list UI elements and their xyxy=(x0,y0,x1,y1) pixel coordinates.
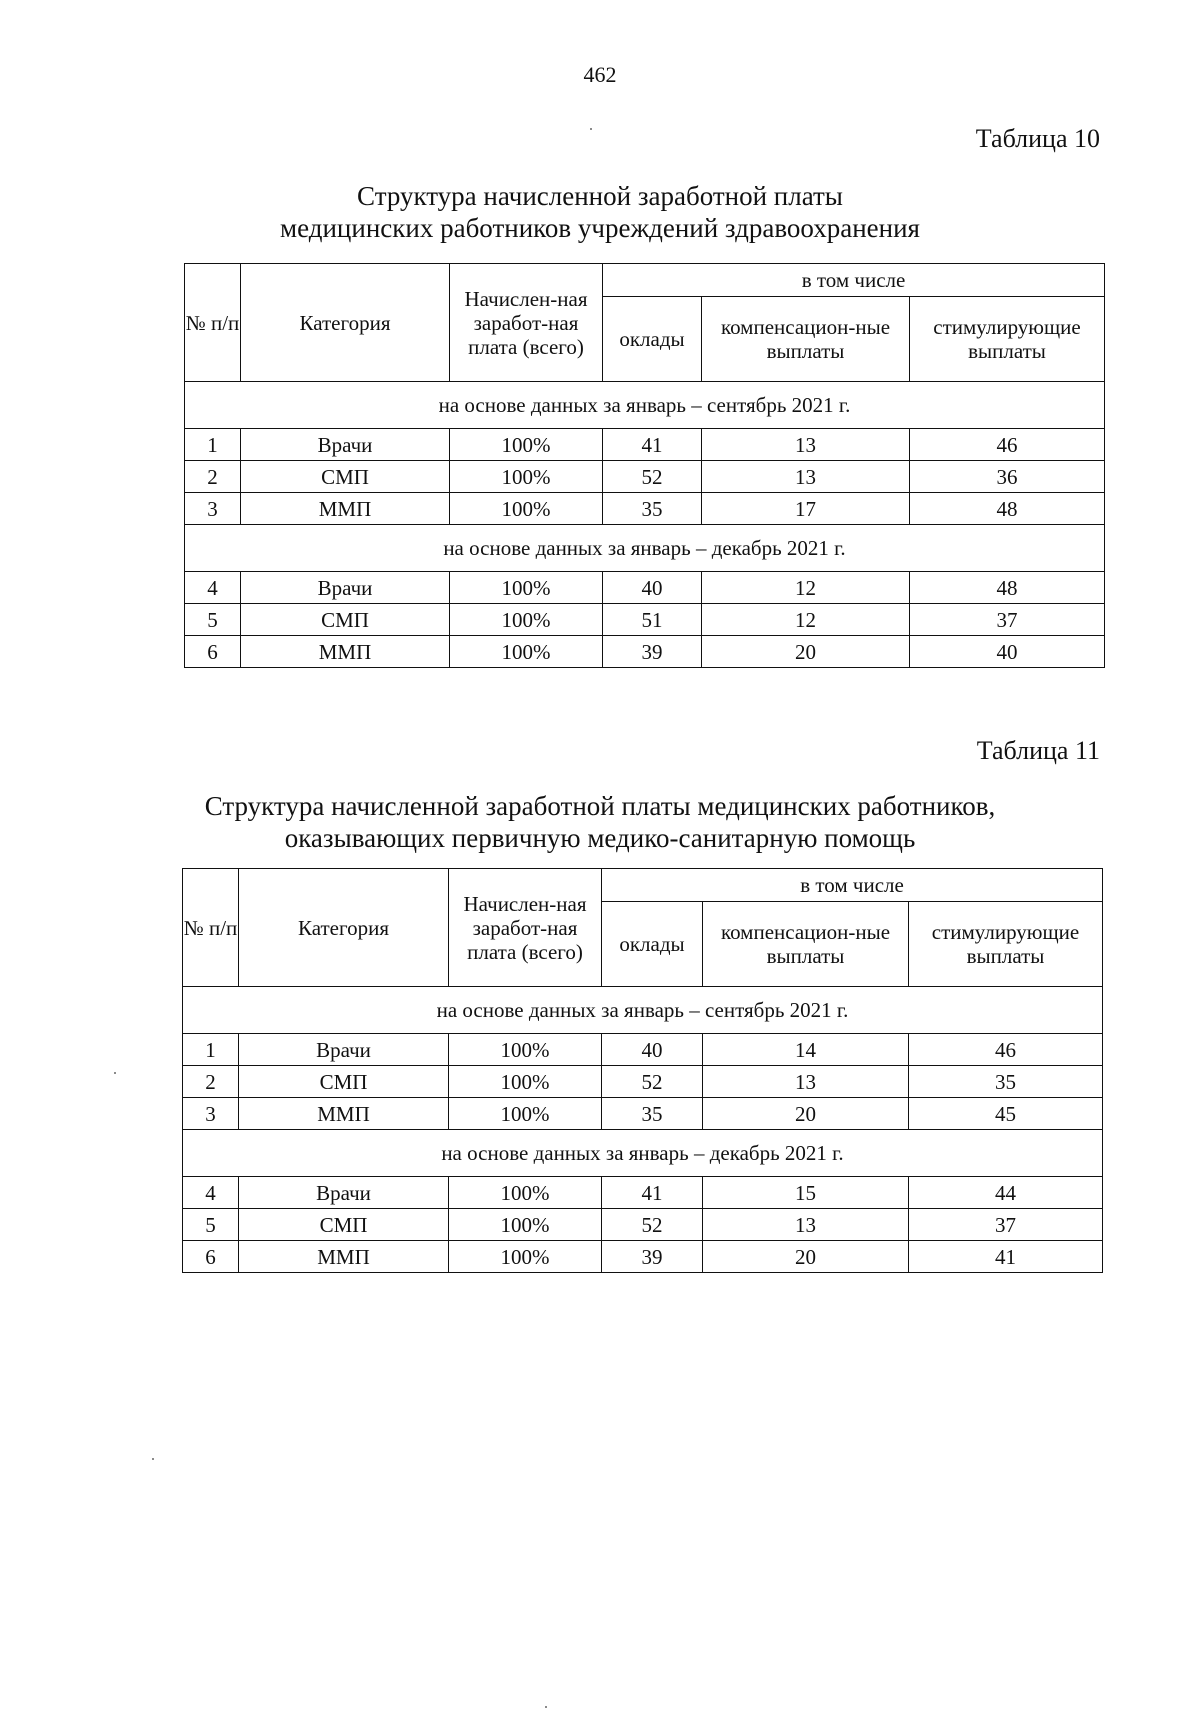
cell-category: СМП xyxy=(241,461,450,493)
cell-total: 100% xyxy=(449,1098,602,1130)
header-including: в том числе xyxy=(603,264,1105,297)
cell-num: 5 xyxy=(183,1209,239,1241)
cell-category: СМП xyxy=(241,604,450,636)
cell-salaries: 41 xyxy=(602,1177,703,1209)
cell-stimulating: 48 xyxy=(910,572,1105,604)
header-category: Категория xyxy=(239,869,449,987)
table10-title xyxy=(0,180,1200,244)
table11-title-line2: оказывающих первичную медико-санитарную помощь xyxy=(284,823,916,853)
cell-num: 6 xyxy=(183,1241,239,1273)
cell-total: 100% xyxy=(449,1241,602,1273)
cell-total: 100% xyxy=(450,572,603,604)
header-compensation: компенсацион-ные выплаты xyxy=(702,297,910,382)
cell-salaries: 40 xyxy=(603,572,702,604)
table11 xyxy=(182,868,1103,1273)
section-title: на основе данных за январь – сентябрь 2021 г. xyxy=(183,987,1103,1034)
cell-stimulating: 35 xyxy=(909,1066,1103,1098)
cell-compensation: 13 xyxy=(703,1209,909,1241)
cell-num: 1 xyxy=(183,1034,239,1066)
cell-stimulating: 41 xyxy=(909,1241,1103,1273)
cell-num: 6 xyxy=(185,636,241,668)
cell-total: 100% xyxy=(450,461,603,493)
cell-salaries: 39 xyxy=(603,636,702,668)
table11-title xyxy=(0,790,1200,854)
header-compensation: компенсацион-ные выплаты xyxy=(703,902,909,987)
cell-compensation: 15 xyxy=(703,1177,909,1209)
cell-compensation: 13 xyxy=(703,1066,909,1098)
table11-label: Таблица 11 xyxy=(976,736,1100,765)
cell-num: 4 xyxy=(183,1177,239,1209)
table10-label: Таблица 10 xyxy=(975,124,1100,153)
table-row xyxy=(185,636,1105,668)
cell-total: 100% xyxy=(449,1177,602,1209)
cell-compensation: 12 xyxy=(702,572,910,604)
scan-speck xyxy=(114,1072,116,1074)
cell-total: 100% xyxy=(449,1034,602,1066)
cell-category: Врачи xyxy=(241,429,450,461)
cell-stimulating: 36 xyxy=(910,461,1105,493)
table-row xyxy=(183,1034,1103,1066)
cell-stimulating: 44 xyxy=(909,1177,1103,1209)
cell-total: 100% xyxy=(450,636,603,668)
header-num: № п/п xyxy=(183,869,239,987)
cell-total: 100% xyxy=(450,604,603,636)
cell-total: 100% xyxy=(449,1066,602,1098)
cell-salaries: 52 xyxy=(602,1066,703,1098)
cell-num: 3 xyxy=(185,493,241,525)
cell-compensation: 17 xyxy=(702,493,910,525)
cell-salaries: 39 xyxy=(602,1241,703,1273)
cell-total: 100% xyxy=(449,1209,602,1241)
cell-compensation: 20 xyxy=(702,636,910,668)
table-row xyxy=(183,1209,1103,1241)
cell-stimulating: 40 xyxy=(910,636,1105,668)
header-salaries: оклады xyxy=(602,902,703,987)
scan-speck xyxy=(152,1458,154,1460)
cell-compensation: 13 xyxy=(702,429,910,461)
cell-stimulating: 48 xyxy=(910,493,1105,525)
cell-compensation: 13 xyxy=(702,461,910,493)
page-number: 462 xyxy=(583,62,617,87)
cell-category: ММП xyxy=(239,1241,449,1273)
table-row xyxy=(183,1241,1103,1273)
cell-num: 2 xyxy=(183,1066,239,1098)
table-row xyxy=(185,604,1105,636)
table10 xyxy=(184,263,1105,668)
table11-title-line1: Структура начисленной заработной платы медицинских работников, xyxy=(204,791,996,821)
cell-category: ММП xyxy=(241,493,450,525)
cell-category: СМП xyxy=(239,1209,449,1241)
table-row xyxy=(185,429,1105,461)
cell-num: 2 xyxy=(185,461,241,493)
header-including: в том числе xyxy=(602,869,1103,902)
table-row xyxy=(183,1066,1103,1098)
cell-stimulating: 37 xyxy=(910,604,1105,636)
cell-salaries: 35 xyxy=(602,1098,703,1130)
cell-salaries: 41 xyxy=(603,429,702,461)
cell-num: 1 xyxy=(185,429,241,461)
scan-speck xyxy=(545,1706,547,1708)
section-title: на основе данных за январь – декабрь 2021 г. xyxy=(183,1130,1103,1177)
cell-category: СМП xyxy=(239,1066,449,1098)
cell-compensation: 20 xyxy=(703,1241,909,1273)
header-num: № п/п xyxy=(185,264,241,382)
cell-stimulating: 46 xyxy=(909,1034,1103,1066)
cell-compensation: 14 xyxy=(703,1034,909,1066)
scan-speck xyxy=(590,128,592,130)
cell-category: Врачи xyxy=(241,572,450,604)
cell-salaries: 52 xyxy=(602,1209,703,1241)
cell-num: 5 xyxy=(185,604,241,636)
table-row xyxy=(185,461,1105,493)
cell-stimulating: 46 xyxy=(910,429,1105,461)
cell-compensation: 20 xyxy=(703,1098,909,1130)
cell-num: 3 xyxy=(183,1098,239,1130)
cell-stimulating: 37 xyxy=(909,1209,1103,1241)
header-total: Начислен-ная заработ-ная плата (всего) xyxy=(449,869,602,987)
cell-salaries: 35 xyxy=(603,493,702,525)
header-salaries: оклады xyxy=(603,297,702,382)
header-stimulating: стимулирующие выплаты xyxy=(909,902,1103,987)
cell-total: 100% xyxy=(450,429,603,461)
cell-category: ММП xyxy=(241,636,450,668)
section-title: на основе данных за январь – декабрь 2021 г. xyxy=(185,525,1105,572)
header-stimulating: стимулирующие выплаты xyxy=(910,297,1105,382)
cell-category: Врачи xyxy=(239,1034,449,1066)
table-row xyxy=(185,572,1105,604)
section-title: на основе данных за январь – сентябрь 2021 г. xyxy=(185,382,1105,429)
cell-total: 100% xyxy=(450,493,603,525)
table10-title-line2: медицинских работников учреждений здравоохранения xyxy=(280,213,920,243)
cell-salaries: 52 xyxy=(603,461,702,493)
table-row xyxy=(183,1098,1103,1130)
table10-title-line1: Структура начисленной заработной платы xyxy=(357,181,843,211)
cell-compensation: 12 xyxy=(702,604,910,636)
table-row xyxy=(185,493,1105,525)
header-category: Категория xyxy=(241,264,450,382)
cell-category: Врачи xyxy=(239,1177,449,1209)
cell-num: 4 xyxy=(185,572,241,604)
table-row xyxy=(183,1177,1103,1209)
cell-salaries: 51 xyxy=(603,604,702,636)
cell-stimulating: 45 xyxy=(909,1098,1103,1130)
cell-category: ММП xyxy=(239,1098,449,1130)
cell-salaries: 40 xyxy=(602,1034,703,1066)
header-total: Начислен-ная заработ-ная плата (всего) xyxy=(450,264,603,382)
